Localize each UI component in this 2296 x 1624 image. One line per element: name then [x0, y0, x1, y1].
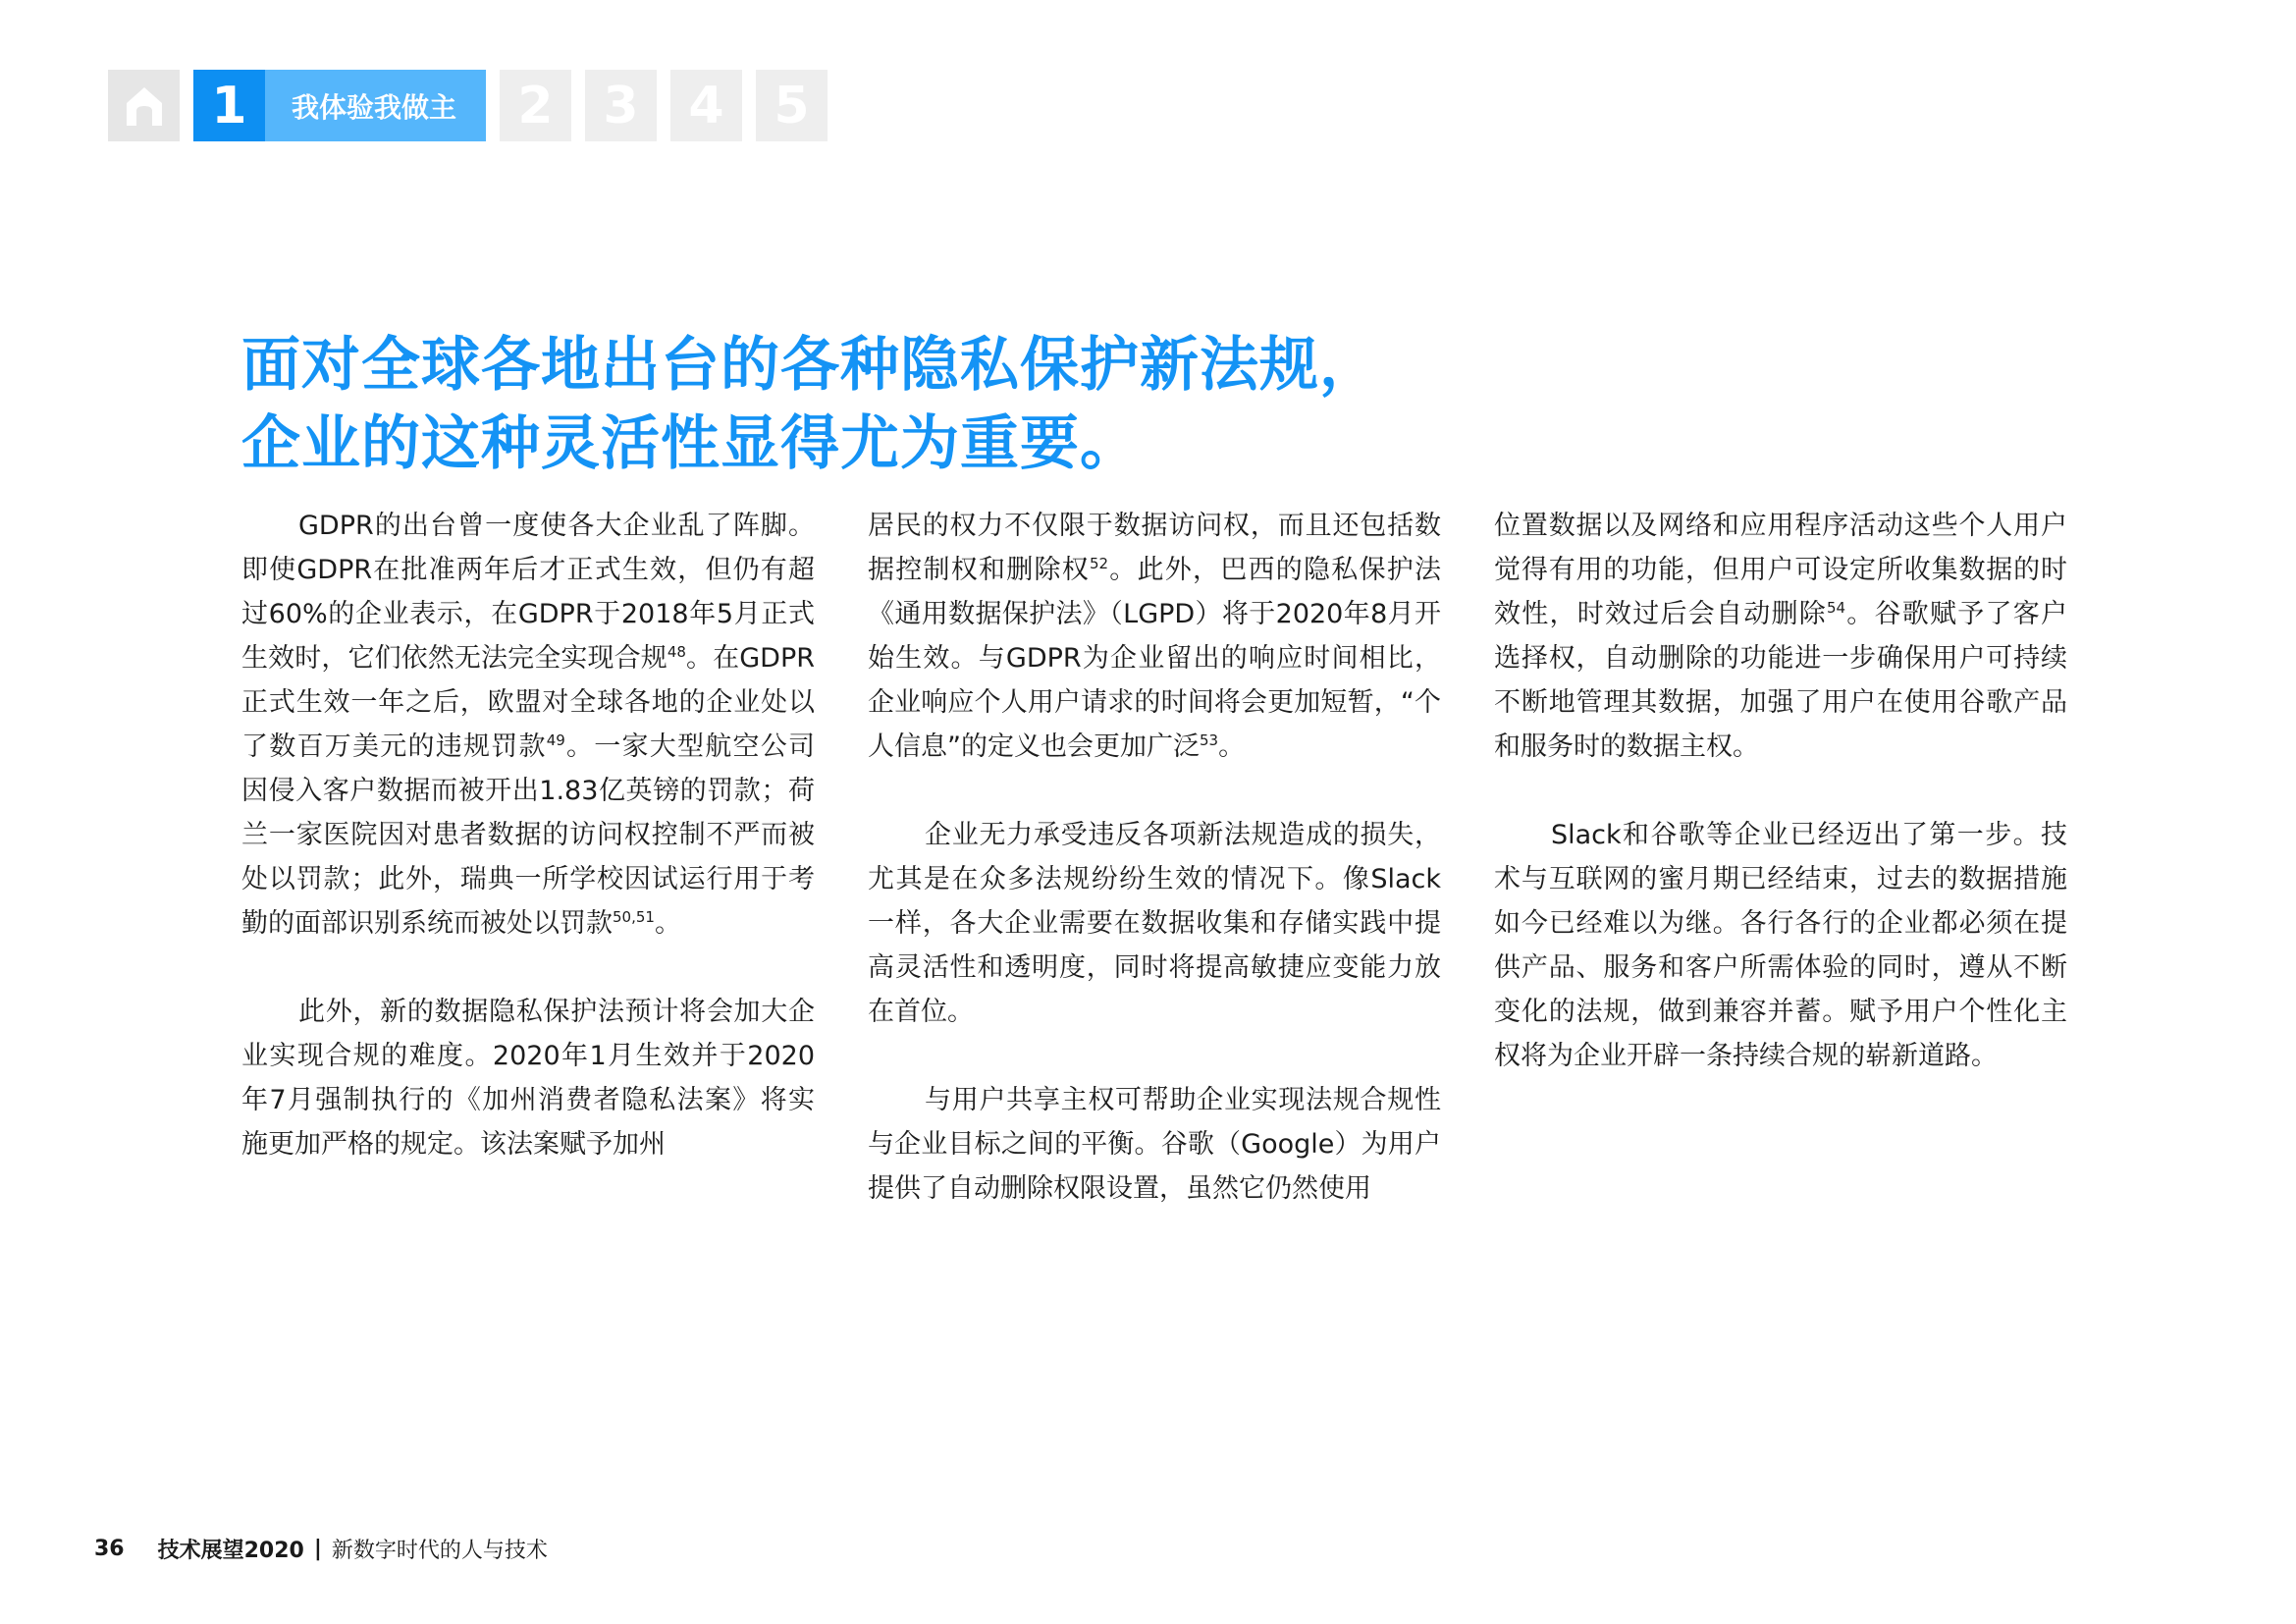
- footnote-ref[interactable]: 49: [546, 731, 565, 749]
- footnote-ref[interactable]: 52: [1089, 555, 1109, 572]
- footnote-ref[interactable]: 48: [667, 643, 686, 661]
- chapter-2-tab[interactable]: 2: [500, 70, 571, 141]
- paragraph-text: 。在GDPR正式生效一年之后，欧盟对全球各地的企业处以了数百万美元的违规罚款: [241, 643, 815, 762]
- paragraph-text: 。: [1218, 731, 1246, 762]
- chapter-4-tab[interactable]: 4: [670, 70, 742, 141]
- paragraph-text: 居民的权力不仅限于数据访问权，而且还包括数据控制权和删除权: [868, 511, 1441, 585]
- paragraph-text: 。谷歌赋予了客户选择权，自动删除的功能进一步确保用户可持续不断地管理其数据，加强了用户在使用谷歌产品和服务时的数据主权。: [1494, 599, 2068, 762]
- paragraph-text: GDPR的出台曾一度使各大企业乱了阵脚。即使GDPR在批准两年后才正式生效，但仍有超过60%的企业表示，在GDPR于2018年5月正式生效时，它们依然无法完全实现合规: [241, 511, 815, 674]
- paragraph: 此外，新的数据隐私保护法预计将会加大企业实现合规的难度。2020年1月生效并于2020年7月强制执行的《加州消费者隐私法案》将实施更加严格的规定。该法案赋予加州: [241, 997, 815, 1160]
- paragraph-text: 。一家大型航空公司因侵入客户数据而被开出1.83亿英镑的罚款；荷兰一家医院因对患者数据的访问权控制不严而被处以罚款；此外，瑞典一所学校因试运行用于考勤的面部识别系统而被处以罚款: [241, 731, 816, 939]
- home-icon: [122, 83, 167, 129]
- chapter-nav: [108, 70, 828, 141]
- paragraph-text: 。: [654, 908, 681, 939]
- paragraph: 企业无力承受违反各项新法规造成的损失，尤其是在众多法规纷纷生效的情况下。像Slack一样，各大企业需要在数据收集和存储实践中提高灵活性和透明度，同时将提高敏捷应变能力放在首位。: [868, 820, 1441, 1027]
- chapter-3-tab[interactable]: 3: [585, 70, 657, 141]
- footnote-ref[interactable]: 54: [1826, 599, 1846, 617]
- paragraph-text: 位置数据以及网络和应用程序活动这些个人用户觉得有用的功能，但用户可设定所收集数据的时效性，时效过后会自动删除: [1494, 511, 2067, 629]
- text-column-2: [868, 504, 1441, 1255]
- chapter-1-tab[interactable]: 1: [193, 70, 265, 141]
- text-column-1: [241, 504, 815, 1211]
- paragraph: [241, 504, 815, 946]
- footer-separator: |: [313, 1537, 322, 1561]
- headline-line-2: 企业的这种灵活性显得尤为重要。: [241, 409, 1140, 478]
- paragraph: 与用户共享主权可帮助企业实现法规合规性与企业目标之间的平衡。谷歌（Google）为用户提供了自动删除权限设置，虽然它仍然使用: [868, 1085, 1441, 1204]
- paragraph: [868, 504, 1441, 769]
- home-button[interactable]: [108, 70, 180, 141]
- footnote-ref[interactable]: 50,51: [613, 908, 655, 926]
- publication-title: 技术展望2020: [157, 1539, 304, 1563]
- text-column-3: [1494, 504, 2067, 1122]
- page-footer: [94, 1534, 548, 1564]
- publication-subtitle: 新数字时代的人与技术: [331, 1539, 548, 1563]
- chapter-5-tab[interactable]: 5: [756, 70, 828, 141]
- footnote-ref[interactable]: 53: [1200, 731, 1219, 749]
- page-headline: [241, 326, 1379, 483]
- chapter-1-label[interactable]: 我体验我做主: [265, 70, 486, 141]
- paragraph: [1494, 504, 2067, 769]
- paragraph-text: 。此外，巴西的隐私保护法《通用数据保护法》（LGPD）将于2020年8月开始生效。与GDPR为企业留出的响应时间相比，企业响应个人用户请求的时间将会更加短暂，“个人信息”的定义也会更加广泛: [868, 555, 1442, 762]
- headline-line-1: 面对全球各地出台的各种隐私保护新法规，: [241, 331, 1379, 400]
- paragraph: Slack和谷歌等企业已经迈出了第一步。技术与互联网的蜜月期已经结束，过去的数据措施如今已经难以为继。各行各行的企业都必须在提供产品、服务和客户所需体验的同时，遵从不断变化的法规，做到兼容并蓄。赋予用户个性化主权将为企业开辟一条持续合规的崭新道路。: [1494, 820, 2067, 1071]
- page-number: 36: [94, 1537, 125, 1561]
